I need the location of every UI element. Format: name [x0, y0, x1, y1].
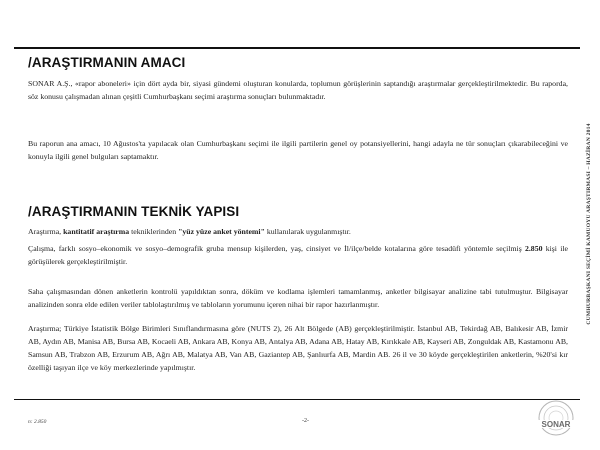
sample-size: 2.850: [524, 244, 543, 253]
technical-paragraph-sample: Çalışma, farklı sosyo–ekonomik ve sosyo–demografik gruba mensup kişilerden, yaş, cinsiyet ve İl/ilçe/belde kotalarına göre tesadüfi yöntemle seçilmiş 2.850 kişi ile görüşülerek gerçekleştirilmiştir.: [28, 244, 568, 266]
vertical-running-header: CUMHURBAŞKANI SEÇİMİ KAMUOYU ARAŞTIRMASI – HAZİRAN 2014: [586, 123, 592, 325]
page-number: -2-: [302, 418, 309, 424]
technical-paragraph-regions: Araştırma; Türkiye İstatistik Bölge Birimleri Sınıflandırmasına göre (NUTS 2), 26 Alt Bölgede (AB) gerçekleştirilmiştir. İstanbul AB, Tekirdağ AB, Balıkesir AB, İzmir AB, Aydın AB, Manisa AB, Bursa AB, Kocaeli AB, Ankara AB, Konya AB, Antalya AB, Adana AB, Hatay AB, Kırıkkale AB, Kayseri AB, Zonguldak AB, Kastamonu AB, Samsun AB, Trabzon AB, Erzurum AB, Ağrı AB, Malatya AB, Van AB, Gaziantep AB, Şanlıurfa AB, Mardin AB. 26 il ve 30 köyde gerçekleştirilen anketlerin, %20'si kır özelliği taşıyan ilçe ve köy merkezlerinde yapılmıştır.: [28, 324, 568, 372]
section-heading-purpose: /ARAŞTIRMANIN AMACI: [28, 55, 186, 70]
logo-text: SONAR: [541, 420, 571, 429]
top-divider: [14, 47, 580, 49]
technical-paragraph-analysis: Saha çalışmasından dönen anketlerin kontrolü yapıldıktan sonra, döküm ve kodlama işlemleri tamamlanmış, anketler bilgisayar analizine tabi tutulmuştur. Bilgisayar analizinden sonra elde edilen veriler tablolaştırılmış ve tabloların yorumunu içeren nihai bir rapor hazırlanmıştır.: [28, 287, 568, 309]
purpose-paragraph-2: Bu raporun ana amacı, 10 Ağustos'ta yapılacak olan Cumhurbaşkanı seçimi ile ilgili partilerin genel oy potansiyellerini, hangi adayla ne tür sonuçları çıkarabileceğini ve konuyla ilgili genel bulguları saptamaktır.: [28, 139, 568, 161]
sonar-logo: [533, 398, 579, 438]
purpose-paragraph-1: SONAR A.Ş., «rapor aboneleri» için dört ayda bir, siyasi gündemi oluşturan konularda, toplumun görüşlerinin saptandığı araştırmalar gerçekleştirilmektedir. Bu raporda, söz konusu çalışmadan alınan çeşitli Cumhurbaşkanı seçimi araştırma sonuçları bulunmaktadır.: [28, 79, 568, 101]
technical-paragraph-method: Araştırma, kantitatif araştırma tekniklerinden "yüz yüze anket yöntemi" kullanılarak uygulanmıştır.: [28, 227, 351, 236]
section-heading-technical: /ARAŞTIRMANIN TEKNİK YAPISI: [28, 204, 240, 219]
bottom-divider: [14, 399, 580, 400]
sample-size-footer: n: 2.850: [28, 419, 47, 425]
